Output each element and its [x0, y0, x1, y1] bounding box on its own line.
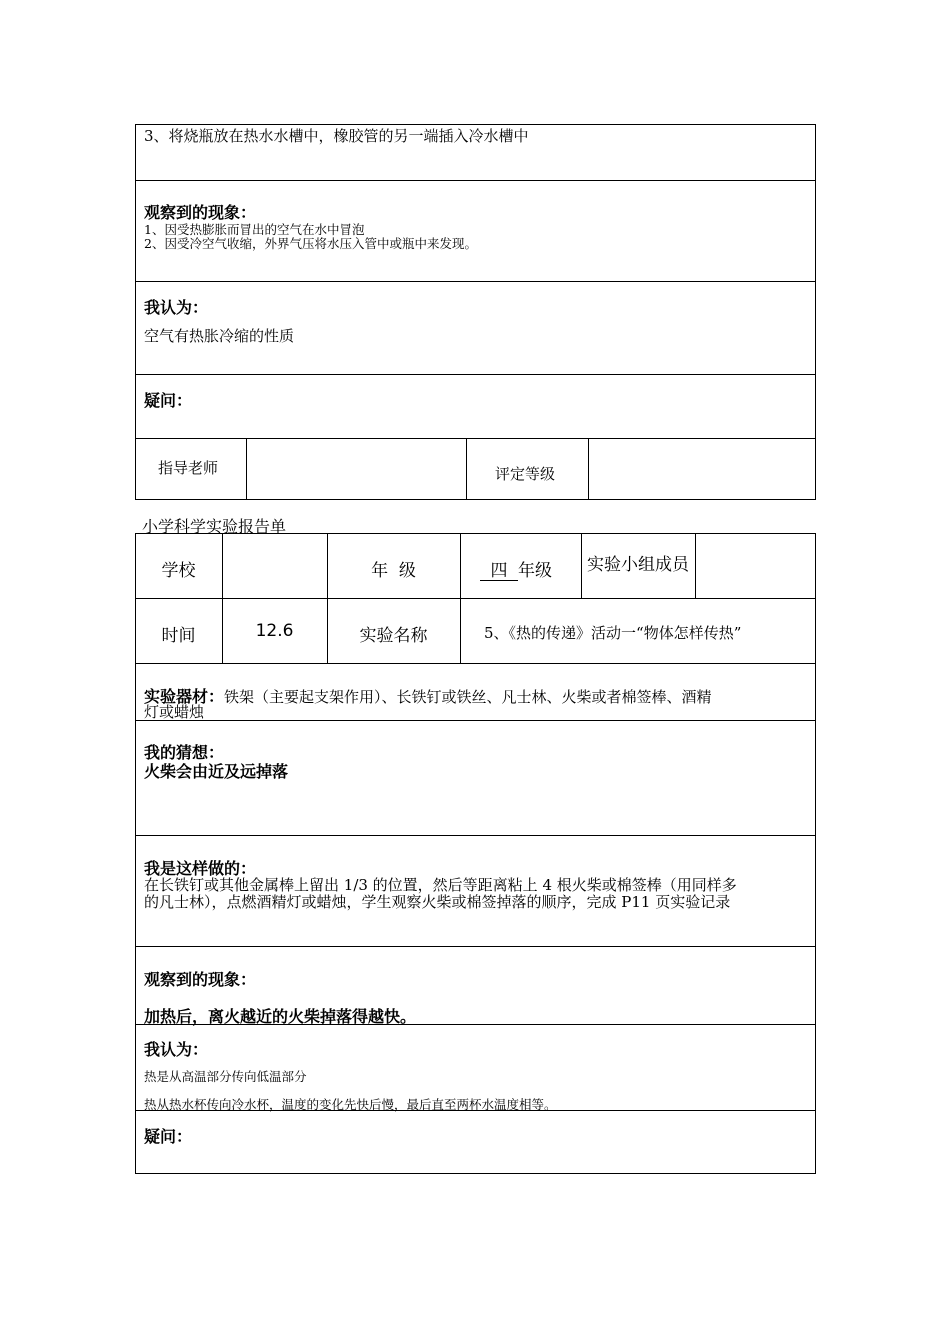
- grade-number[interactable]: 四: [480, 562, 518, 581]
- method-heading: 我是这样做的：: [144, 859, 257, 878]
- divider: [135, 946, 816, 947]
- report-title: 小学科学实验报告单: [142, 517, 287, 536]
- grade-label: 评定等级: [495, 465, 556, 483]
- divider: [581, 533, 582, 598]
- observation-line-1: 1、因受热膨胀而冒出的空气在水中冒泡: [144, 222, 365, 237]
- observation-heading-2: 观察到的现象：: [144, 970, 257, 989]
- divider: [588, 438, 589, 500]
- divider: [246, 438, 247, 500]
- i-think-heading: 我认为：: [144, 298, 209, 317]
- method-line-2: 的凡士林），点燃酒精灯或蜡烛，学生观察火柴或棉签掉落的顺序，完成 P11 页实验记录: [144, 893, 731, 911]
- divider: [135, 598, 816, 599]
- observation-text-2: 加热后，离火越近的火柴掉落得越快。: [144, 1007, 417, 1026]
- divider: [135, 835, 816, 836]
- observation-heading: 观察到的现象：: [144, 203, 257, 222]
- divider: [135, 180, 816, 181]
- grade-suffix: 年级: [518, 561, 552, 581]
- question-heading-2: 疑问：: [144, 1127, 193, 1146]
- step-3-text: 3、将烧瓶放在热水水槽中，橡胶管的另一端插入冷水槽中: [144, 127, 529, 145]
- materials-text: 铁架（主要起支架作用）、长铁钉或铁丝、凡士林、火柴或者棉签棒、酒精: [224, 688, 712, 706]
- divider: [135, 663, 816, 664]
- school-label: 学校: [161, 561, 196, 581]
- teacher-label: 指导老师: [158, 459, 219, 477]
- divider: [466, 438, 467, 500]
- grade-value-2: [480, 556, 552, 581]
- i-think-heading-2: 我认为：: [144, 1040, 209, 1059]
- divider: [460, 533, 461, 663]
- observation-line-2: 2、因受冷空气收缩，外界气压将水压入管中或瓶中来发现。: [144, 236, 477, 251]
- divider: [135, 281, 816, 282]
- guess-text: 火柴会由近及远掉落: [144, 762, 289, 781]
- divider: [222, 533, 223, 663]
- grade-label-2: 年 级: [371, 561, 416, 581]
- i-think-text: 空气有热胀冷缩的性质: [144, 327, 295, 345]
- group-label: 实验小组成员: [587, 555, 689, 575]
- divider: [135, 374, 816, 375]
- guess-heading: 我的猜想：: [144, 743, 225, 762]
- i-think-line-2: 热从热水杯传向冷水杯，温度的变化先快后慢，最后直至两杯水温度相等。: [144, 1097, 557, 1112]
- experiment-name-value: 5、《热的传递》活动一“物体怎样传热”: [484, 624, 742, 642]
- divider: [135, 438, 816, 439]
- materials-heading: 实验器材：: [144, 687, 225, 706]
- divider: [135, 720, 816, 721]
- i-think-line-1: 热是从高温部分传向低温部分: [144, 1069, 307, 1084]
- divider: [695, 533, 696, 598]
- question-heading: 疑问：: [144, 391, 193, 410]
- time-label: 时间: [161, 626, 196, 646]
- time-value: 12.6: [255, 621, 294, 641]
- materials-line-2: 灯或蜡烛: [144, 703, 205, 721]
- method-line-1: 在长铁钉或其他金属棒上留出 1/3 的位置，然后等距离粘上 4 根火柴或棉签棒（用同样多: [144, 876, 737, 894]
- experiment-name-label: 实验名称: [359, 626, 428, 646]
- materials-line-1: [144, 684, 712, 707]
